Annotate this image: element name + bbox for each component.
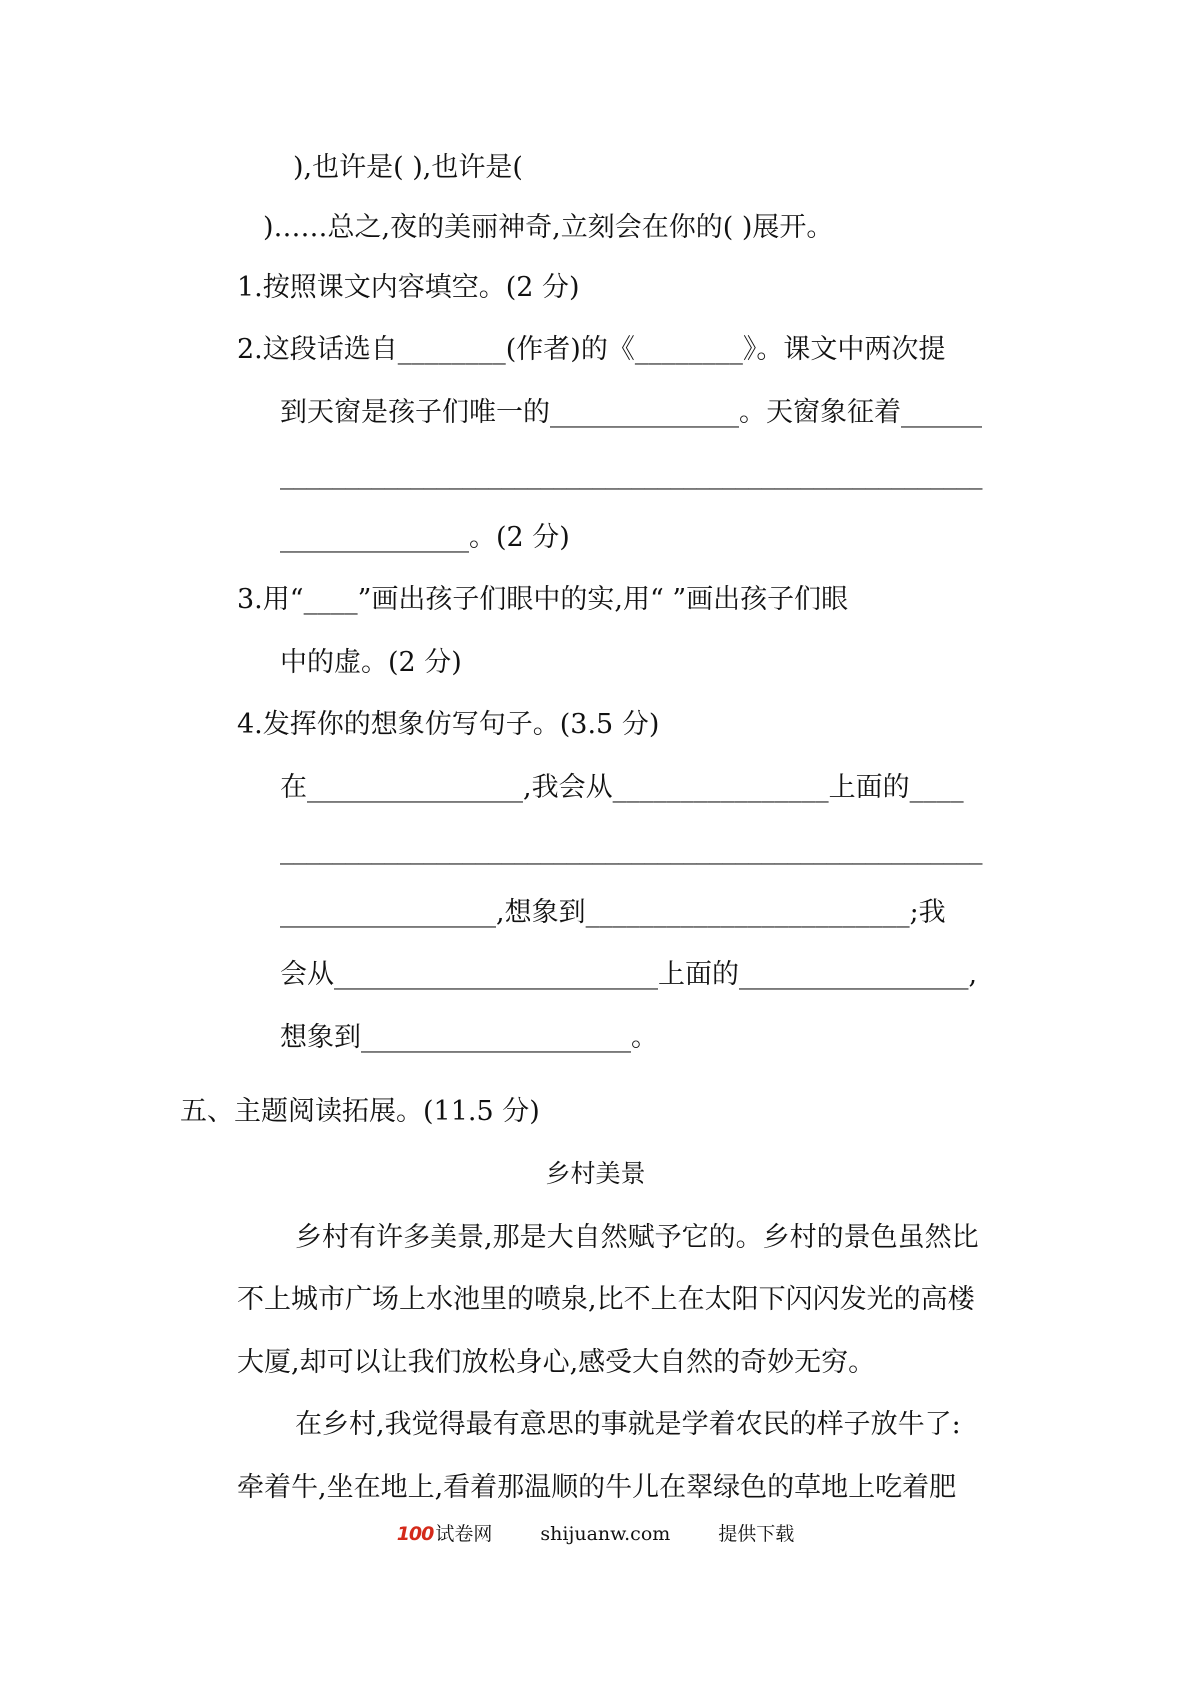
site-url[interactable]: shijuanw.com [540, 1523, 671, 1545]
question-4-line-2: 在________________,我会从________________上面的____ [280, 772, 964, 803]
question-4-line-4: ________________,想象到________________________;我 [280, 897, 946, 928]
page-footer [0, 1514, 1191, 1554]
question-3-line-2: 中的虚。(2 分) [280, 647, 462, 678]
line-2: )……总之,夜的美丽神奇,立刻会在你的( )展开。 [263, 212, 834, 243]
download-note: 提供下载 [718, 1523, 795, 1545]
passage-title: 乡村美景 [545, 1159, 646, 1188]
passage-line-1: 乡村有许多美景,那是大自然赋予它的。乡村的景色虽然比 [295, 1222, 979, 1253]
question-4-line-6: 想象到____________________。 [280, 1022, 658, 1053]
site-name: 试卷网 [435, 1523, 493, 1545]
section-5-heading: 五、主题阅读拓展。(11.5 分) [180, 1096, 540, 1127]
line-1: ),也许是( ),也许是( [293, 152, 523, 183]
passage-line-5: 牵着牛,坐在地上,看着那温顺的牛儿在翠绿色的草地上吃着肥 [237, 1472, 957, 1503]
question-2: 2.这段话选自________(作者)的《________》。课文中两次提 [237, 334, 946, 365]
question-2-line-4: ______________。(2 分) [280, 522, 570, 553]
question-3: 3.用“____”画出孩子们眼中的实,用“ ”画出孩子们眼 [237, 584, 849, 615]
question-2-line-2: 到天窗是孩子们唯一的______________。天窗象征着______ [280, 397, 982, 428]
question-4: 4.发挥你的想象仿写句子。(3.5 分) [237, 709, 660, 740]
passage-line-3: 大厦,却可以让我们放松身心,感受大自然的奇妙无穷。 [237, 1347, 876, 1378]
question-1: 1.按照课文内容填空。(2 分) [237, 272, 580, 303]
site-logo: 100 [396, 1523, 434, 1545]
passage-line-4: 在乡村,我觉得最有意思的事就是学着农民的样子放牛了: [295, 1409, 961, 1440]
question-4-line-5: 会从________________________上面的_________________, [280, 959, 978, 990]
question-2-blank-line: ______________________________________________________ [280, 459, 982, 490]
passage-line-2: 不上城市广场上水池里的喷泉,比不上在太阳下闪闪发光的高楼 [237, 1284, 975, 1315]
question-4-blank-line: ______________________________________________________ [280, 834, 982, 865]
